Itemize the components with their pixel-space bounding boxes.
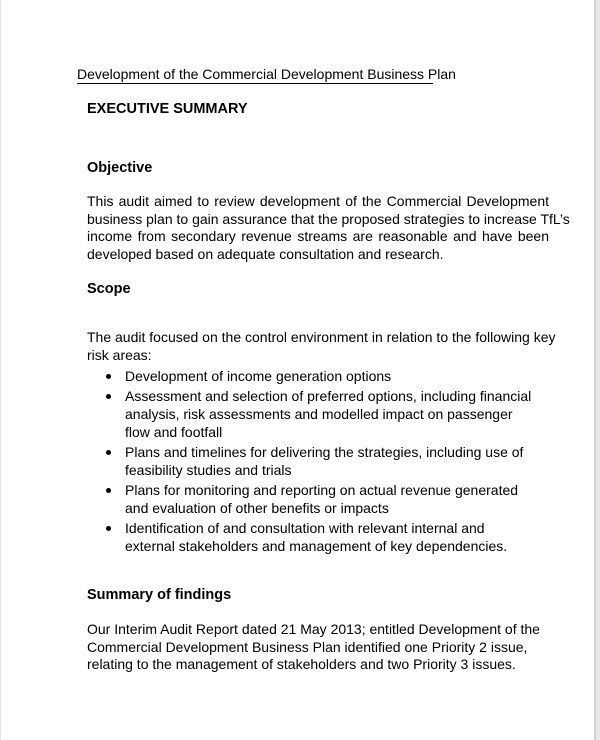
list-item xyxy=(87,481,557,517)
scope-heading: Scope xyxy=(87,281,131,297)
list-item xyxy=(87,387,557,441)
list-item xyxy=(87,367,557,385)
scope-intro: The audit focused on the control environment in relation to the following key risk areas: xyxy=(87,329,556,363)
objective-line: This audit aimed to review development of the Commercial Development xyxy=(87,193,549,209)
executive-summary-title: EXECUTIVE SUMMARY xyxy=(87,101,248,117)
bullet-icon xyxy=(106,450,111,455)
objective-line: developed based on adequate consultation and research. xyxy=(87,245,444,262)
objective-paragraph xyxy=(87,193,570,263)
objective-heading: Objective xyxy=(87,160,153,176)
list-item-text: Identification of and consultation with relevant internal and external stakeholders and management of key dependencies. xyxy=(125,520,508,554)
bullet-icon xyxy=(106,394,111,399)
document-header: Development of the Commercial Development Business Plan xyxy=(77,66,456,82)
list-item xyxy=(87,443,557,479)
findings-paragraph: Our Interim Audit Report dated 21 May 2013; entitled Development of the Commercial Development Business Plan identified one Priority 2 issue, relating to the management of stakeholders and two Priority 3 issues. xyxy=(87,621,540,672)
findings-heading: Summary of findings xyxy=(87,587,232,603)
list-item-text: Assessment and selection of preferred options, including financial analysis, risk assessments and modelled impact on passenger flow and footfall xyxy=(125,388,532,440)
bullet-icon xyxy=(106,374,111,379)
objective-line: business plan to gain assurance that the proposed strategies to increase TfL’s xyxy=(87,210,570,227)
list-item-text: Plans and timelines for delivering the strategies, including use of feasibility studies and trials xyxy=(125,444,524,478)
bullet-icon xyxy=(106,488,111,493)
list-item-text: Plans for monitoring and reporting on actual revenue generated and evaluation of other benefits or impacts xyxy=(125,482,519,516)
objective-line: income from secondary revenue streams are reasonable and have been xyxy=(87,228,549,244)
bullet-icon xyxy=(106,526,111,531)
scope-risk-list xyxy=(87,367,557,557)
list-item-text: Development of income generation options xyxy=(125,368,392,384)
list-item xyxy=(87,519,557,555)
